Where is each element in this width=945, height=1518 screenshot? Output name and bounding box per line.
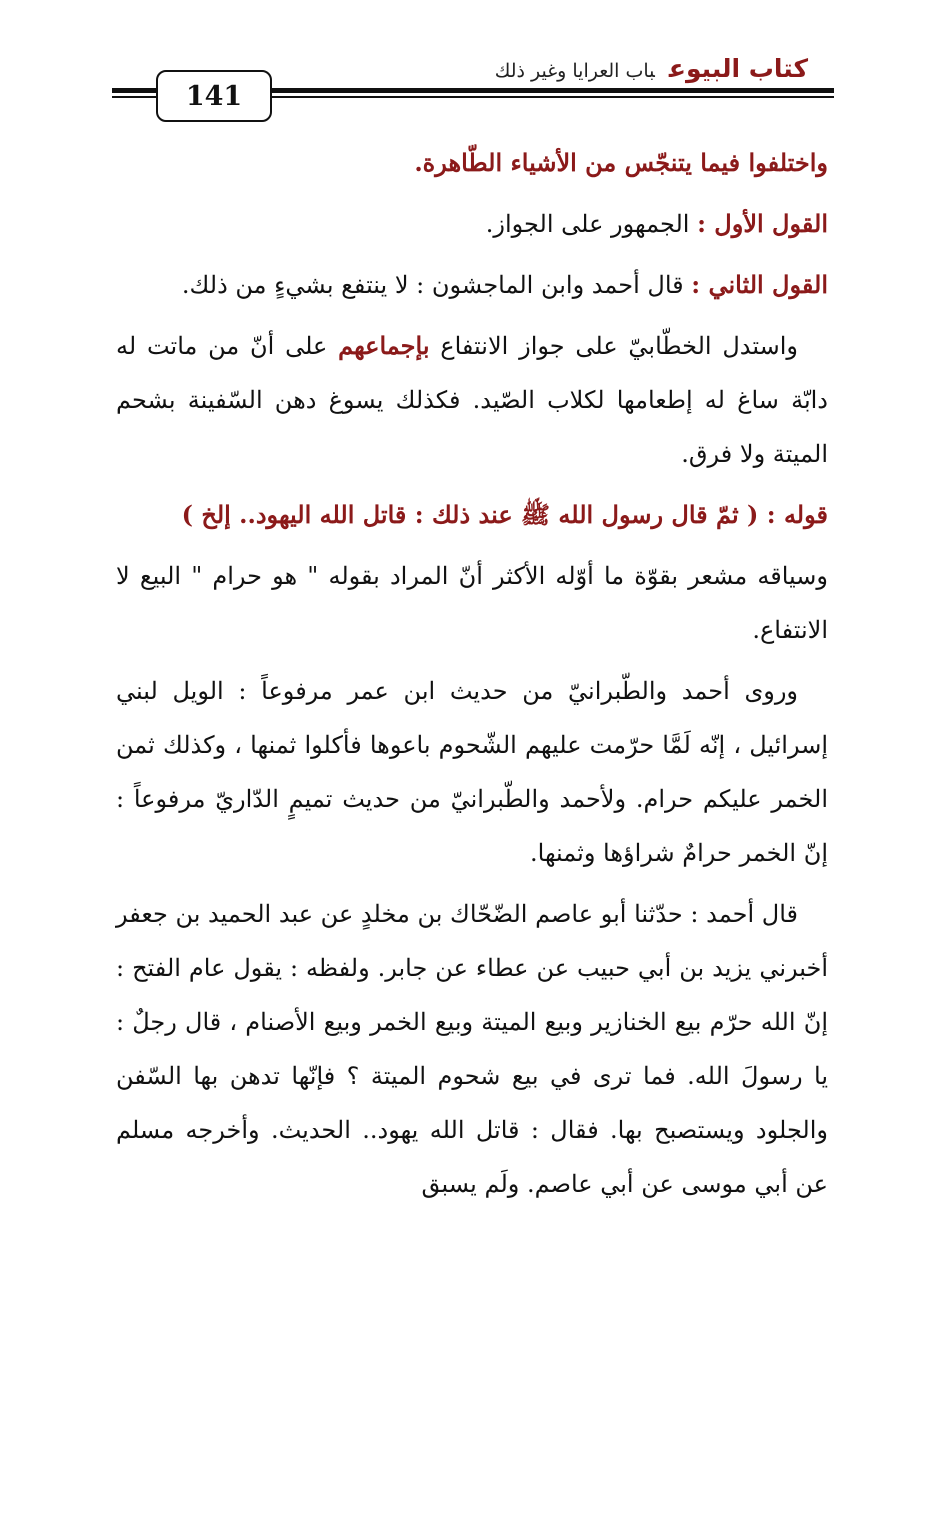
page-number: 141	[156, 70, 272, 122]
paragraph-4	[116, 319, 828, 481]
paragraph-5-quote: قوله : ( ثمّ قال رسول الله ﷺ عند ذلك : قاتل الله اليهود.. إلخ )	[181, 500, 828, 529]
paragraph-3	[116, 258, 828, 312]
paragraph-1: واختلفوا فيما يتنجّس من الأشياء الطّاهرة.	[414, 148, 828, 177]
opinion-second-label: القول الثاني :	[691, 270, 828, 299]
paragraph-8: قال أحمد : حدّثنا أبو عاصم الضّحّاك بن مخلدٍ عن عبد الحميد بن جعفر أخبرني يزيد بن أبي حبيب عن عطاء عن جابر. ولفظه : يقول عام الفتح : إنّ الله حرّم بيع الخنازير وبيع الميتة وبيع الخمر وبيع الأصنام ، قال رجلٌ : يا رسولَ الله. فما ترى في بيع شحوم الميتة ؟ فإنّها تدهن بها السّفن والجلود ويستصبح بها. فقال : قاتل الله يهود.. الحديث. وأخرجه مسلم عن أبي موسى عن أبي عاصم. ولَم يسبق	[116, 900, 828, 1198]
page-header	[112, 50, 834, 125]
chapter-title: باب العرايا وغير ذلك	[494, 60, 655, 82]
paragraph-6: وسياقه مشعر بقوّة ما أوّله الأكثر أنّ المراد بقوله " هو حرام " البيع لا الانتفاع.	[116, 562, 828, 644]
paragraph-4-text-b: على أنّ من ماتت له دابّة ساغ له إطعامها لكلاب الصّيد. فكذلك يسوغ دهن السّفينة بشحم الميتة ولا فرق.	[116, 332, 828, 468]
header-titles	[495, 54, 808, 83]
opinion-second-text: قال أحمد وابن الماجشون : لا ينتفع بشيءٍ من ذلك.	[181, 271, 692, 299]
paragraph-2	[116, 197, 828, 251]
book-title: كتاب البيوع	[668, 54, 808, 83]
page-body	[116, 136, 828, 1218]
paragraph-7: وروى أحمد والطّبرانيّ من حديث ابن عمر مرفوعاً : الويل لبني إسرائيل ، إنّه لَمَّا حرّمت عليهم الشّحوم باعوها فأكلوا ثمنها ، وكذلك ثمن الخمر عليكم حرام. ولأحمد والطّبرانيّ من حديث تميمٍ الدّاريّ مرفوعاً : إنّ الخمر حرامٌ شراؤها وثمنها.	[116, 677, 828, 867]
paragraph-4-text-a: واستدل الخطّابيّ على جواز الانتفاع	[429, 332, 798, 360]
opinion-first-label: القول الأول :	[697, 209, 828, 238]
opinion-first-text: الجمهور على الجواز.	[485, 210, 698, 238]
paragraph-4-highlight: بإجماعهم	[338, 331, 430, 360]
